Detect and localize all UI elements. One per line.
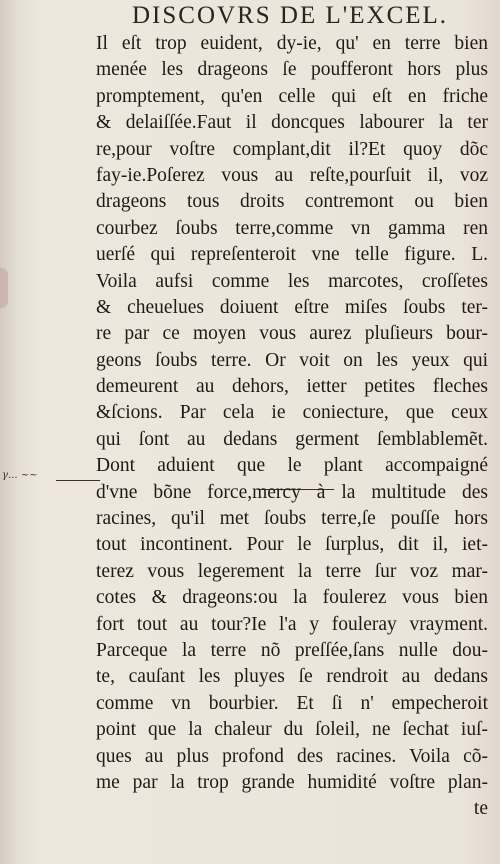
marginal-annotation-stroke (56, 480, 100, 481)
text-line: tout incontinent. Pour le ſurplus, dit il, iet- (96, 534, 488, 556)
text-line: comme vn bourbier. Et ſi n' empecheroit (96, 692, 488, 714)
text-line: courbez ſoubs terre,comme vn gamma ren (96, 217, 488, 239)
text-line: promptement, qu'en celle qui eſt en friche (96, 85, 488, 107)
text-line: re par ce moyen vous aurez pluſieurs bour- (96, 323, 488, 345)
marginal-annotation: γ... ~~ (2, 470, 38, 481)
body-text (96, 31, 488, 823)
text-line: &ſcions. Par cela ie coniecture, que ceux (96, 402, 488, 424)
text-line: qui ſont au dedans germent ſemblablemẽt. (96, 428, 488, 450)
text-line: uerſé qui repreſenteroit vne telle figure. L. (96, 244, 488, 266)
text-line: Parceque la terre nõ preſſée,ſans nulle dou- (96, 639, 488, 661)
text-line: point que la chaleur du ſoleil, ne ſechat iuſ- (96, 719, 488, 741)
text-line: Il eſt trop euident, dy-ie, qu' en terre bien (96, 33, 488, 54)
text-line: demeurent au dehors, ietter petites fleches (96, 376, 488, 398)
text-line: geons ſoubs terre. Or voit on les yeux qui (96, 349, 488, 371)
text-line: drageons tous droits contremont ou bien (96, 191, 488, 213)
page-edge-stain (0, 268, 8, 308)
text-line: menée les drageons ſe poufferont hors plus (96, 59, 488, 81)
text-line: me par la trop grande humidité voſtre plan- (96, 771, 488, 793)
text-line: re,pour voſtre complant,dit il?Et quoy dõc (96, 138, 488, 160)
text-line: & cheuelues doiuent eſtre miſes ſoubs ter- (96, 296, 488, 318)
running-title: DISCOVRS DE L'EXCEL. (132, 2, 449, 29)
text-line: terez vous legerement la terre ſur voz mar- (96, 560, 488, 582)
text-line: fay-ie.Poſerez vous au reſte,pourſuit il, voz (96, 164, 488, 186)
text-line: d'vne bõne force,mercy à la multitude des (96, 481, 488, 503)
catchword: te (473, 798, 488, 820)
text-line: te, cauſant les pluyes ſe rendroit au dedans (96, 666, 488, 688)
text-line: ques au plus profond des racines. Voila cõ- (96, 745, 488, 767)
text-line: racines, qu'il met ſoubs terre,ſe pouſſe hors (96, 508, 488, 530)
text-line: & delaiſſée.Faut il doncques labourer la ter (96, 112, 488, 134)
text-line: fort tout au tour?Ie l'a y fouleray vrayment. (96, 613, 488, 635)
text-line: cotes & drageons:ou la foulerez vous bien (96, 587, 488, 609)
text-line: Dont aduient que le plant accompaigné (96, 455, 488, 477)
text-line: Voila aufsi comme les marcotes, croſſetes (96, 270, 488, 292)
